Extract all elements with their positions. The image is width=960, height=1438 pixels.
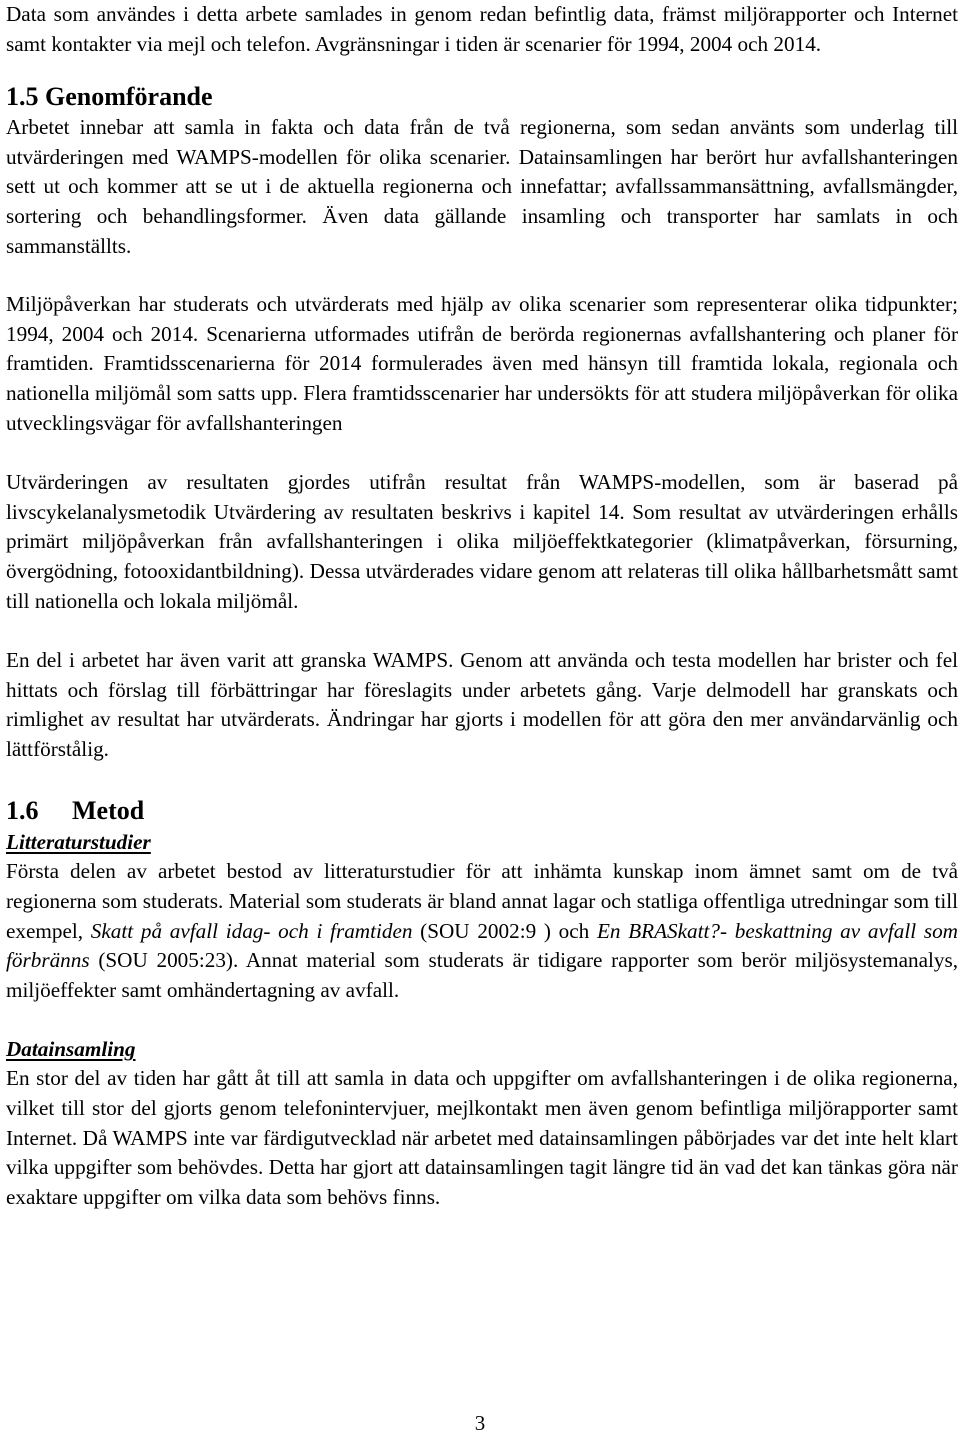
section-heading-genomforande <box>6 81 958 113</box>
intro-paragraph: Data som användes i detta arbete samlades in genom redan befintlig data, främst miljörapporter och Internet samt kontakter via mejl och telefon. Avgränsningar i tiden är scenarier för 1994, 2004 och 2014. <box>6 2 958 56</box>
paragraph-genomforande-1: Arbetet innebar att samla in fakta och data från de två regionerna, som sedan använts som underlag till utvärderingen med WAMPS-modellen för olika scenarier. Datainsamlingen har berört hur avfallshanteringen sett ut och kommer att se ut i de aktuella regionerna och innefattar; avfallssammansättning, avfallsmängder, sortering och behandlingsformer. Även data gällande insamling och transporter har samlats in och sammanställts. <box>6 115 958 258</box>
paragraph-genomforande-2: Miljöpåverkan har studerats och utvärderats med hjälp av olika scenarier som representerar olika tidpunkter; 1994, 2004 och 2014. Scenarierna utformades utifrån de berörda regionernas avfallshantering och planer för framtiden. Framtidsscenarierna för 2014 formulerades även med hänsyn till framtida lokala, regionala och nationella miljömål som satts upp. Flera framtidsscenarier har undersökts för att studera miljöpåverkan för olika utvecklingsvägar för avfallshanteringen <box>6 292 958 435</box>
section-number: 1.6 <box>6 796 39 826</box>
paragraph-genomforande-4: En del i arbetet har även varit att granska WAMPS. Genom att använda och testa modellen har brister och fel hittats och förslag till förbättringar har föreslagits under arbetets gång. Varje delmodell har granskats och rimlighet av resultat har utvärderats. Ändringar har gjorts i modellen för att göra den mer användarvänlig och lättförstålig. <box>6 648 958 761</box>
paragraph-genomforande-3: Utvärderingen av resultaten gjordes utifrån resultat från WAMPS-modellen, som är baserad på livscykelanalysmetodik Utvärdering av resultaten beskrivs i kapitel 14. Som resultat av utvärderingen erhålls primärt miljöpåverkan från avfallshanteringen i olika miljöeffektkategorier (klimatpåverkan, försurning, övergödning, fotooxidantbildning). Dessa utvärderades vidare genom att relateras till olika hållbarhetsmått samt till nationella och lokala miljömål. <box>6 470 958 613</box>
text-segment: (SOU 2005:23). Annat material som studerats är tidigare rapporter som berör miljösystemanalys, miljöeffekter samt omhändertagning av avfall. <box>6 948 958 1002</box>
document-page <box>6 0 958 1212</box>
cited-title: En BRASkatt?- beskattning av avfall som förbränns <box>6 918 958 973</box>
page-number: 3 <box>474 1411 486 1435</box>
subheading-datainsamling: Datainsamling <box>6 1037 136 1062</box>
paragraph-datainsamling: En stor del av tiden har gått åt till att samla in data och uppgifter om avfallshanteringen i de olika regionerna, vilket till stor del gjorts genom telefonintervjuer, mejlkontakt men även genom befintliga miljörapporter samt Internet. Då WAMPS inte var färdigutvecklad när arbetet med datainsamlingen påbörjades var det inte helt klart vilka uppgifter som behövdes. Detta har gjort att datainsamlingen tagit längre tid än vad det kan tänkas göra när exaktare uppgifter om vilka data som behövs finns. <box>6 1066 958 1209</box>
section-number: 1.5 <box>6 82 39 112</box>
section-title: Genomförande <box>45 82 213 112</box>
subheading-litteraturstudier: Litteraturstudier <box>6 830 151 855</box>
paragraph-litteraturstudier <box>6 857 958 1005</box>
text-segment: (SOU 2002:9 ) och <box>412 918 597 943</box>
section-heading-metod <box>6 795 958 827</box>
cited-title: Skatt på avfall idag- och i framtiden <box>90 918 413 943</box>
text-segment: Första delen av arbetet bestod av litteraturstudier för att inhämta kunskap inom ämnet samt om de två regionerna som studerats. Material som studerats är bland annat lagar och statliga offentliga utredningar som till exempel, <box>6 859 958 943</box>
section-title: Metod <box>72 796 145 826</box>
